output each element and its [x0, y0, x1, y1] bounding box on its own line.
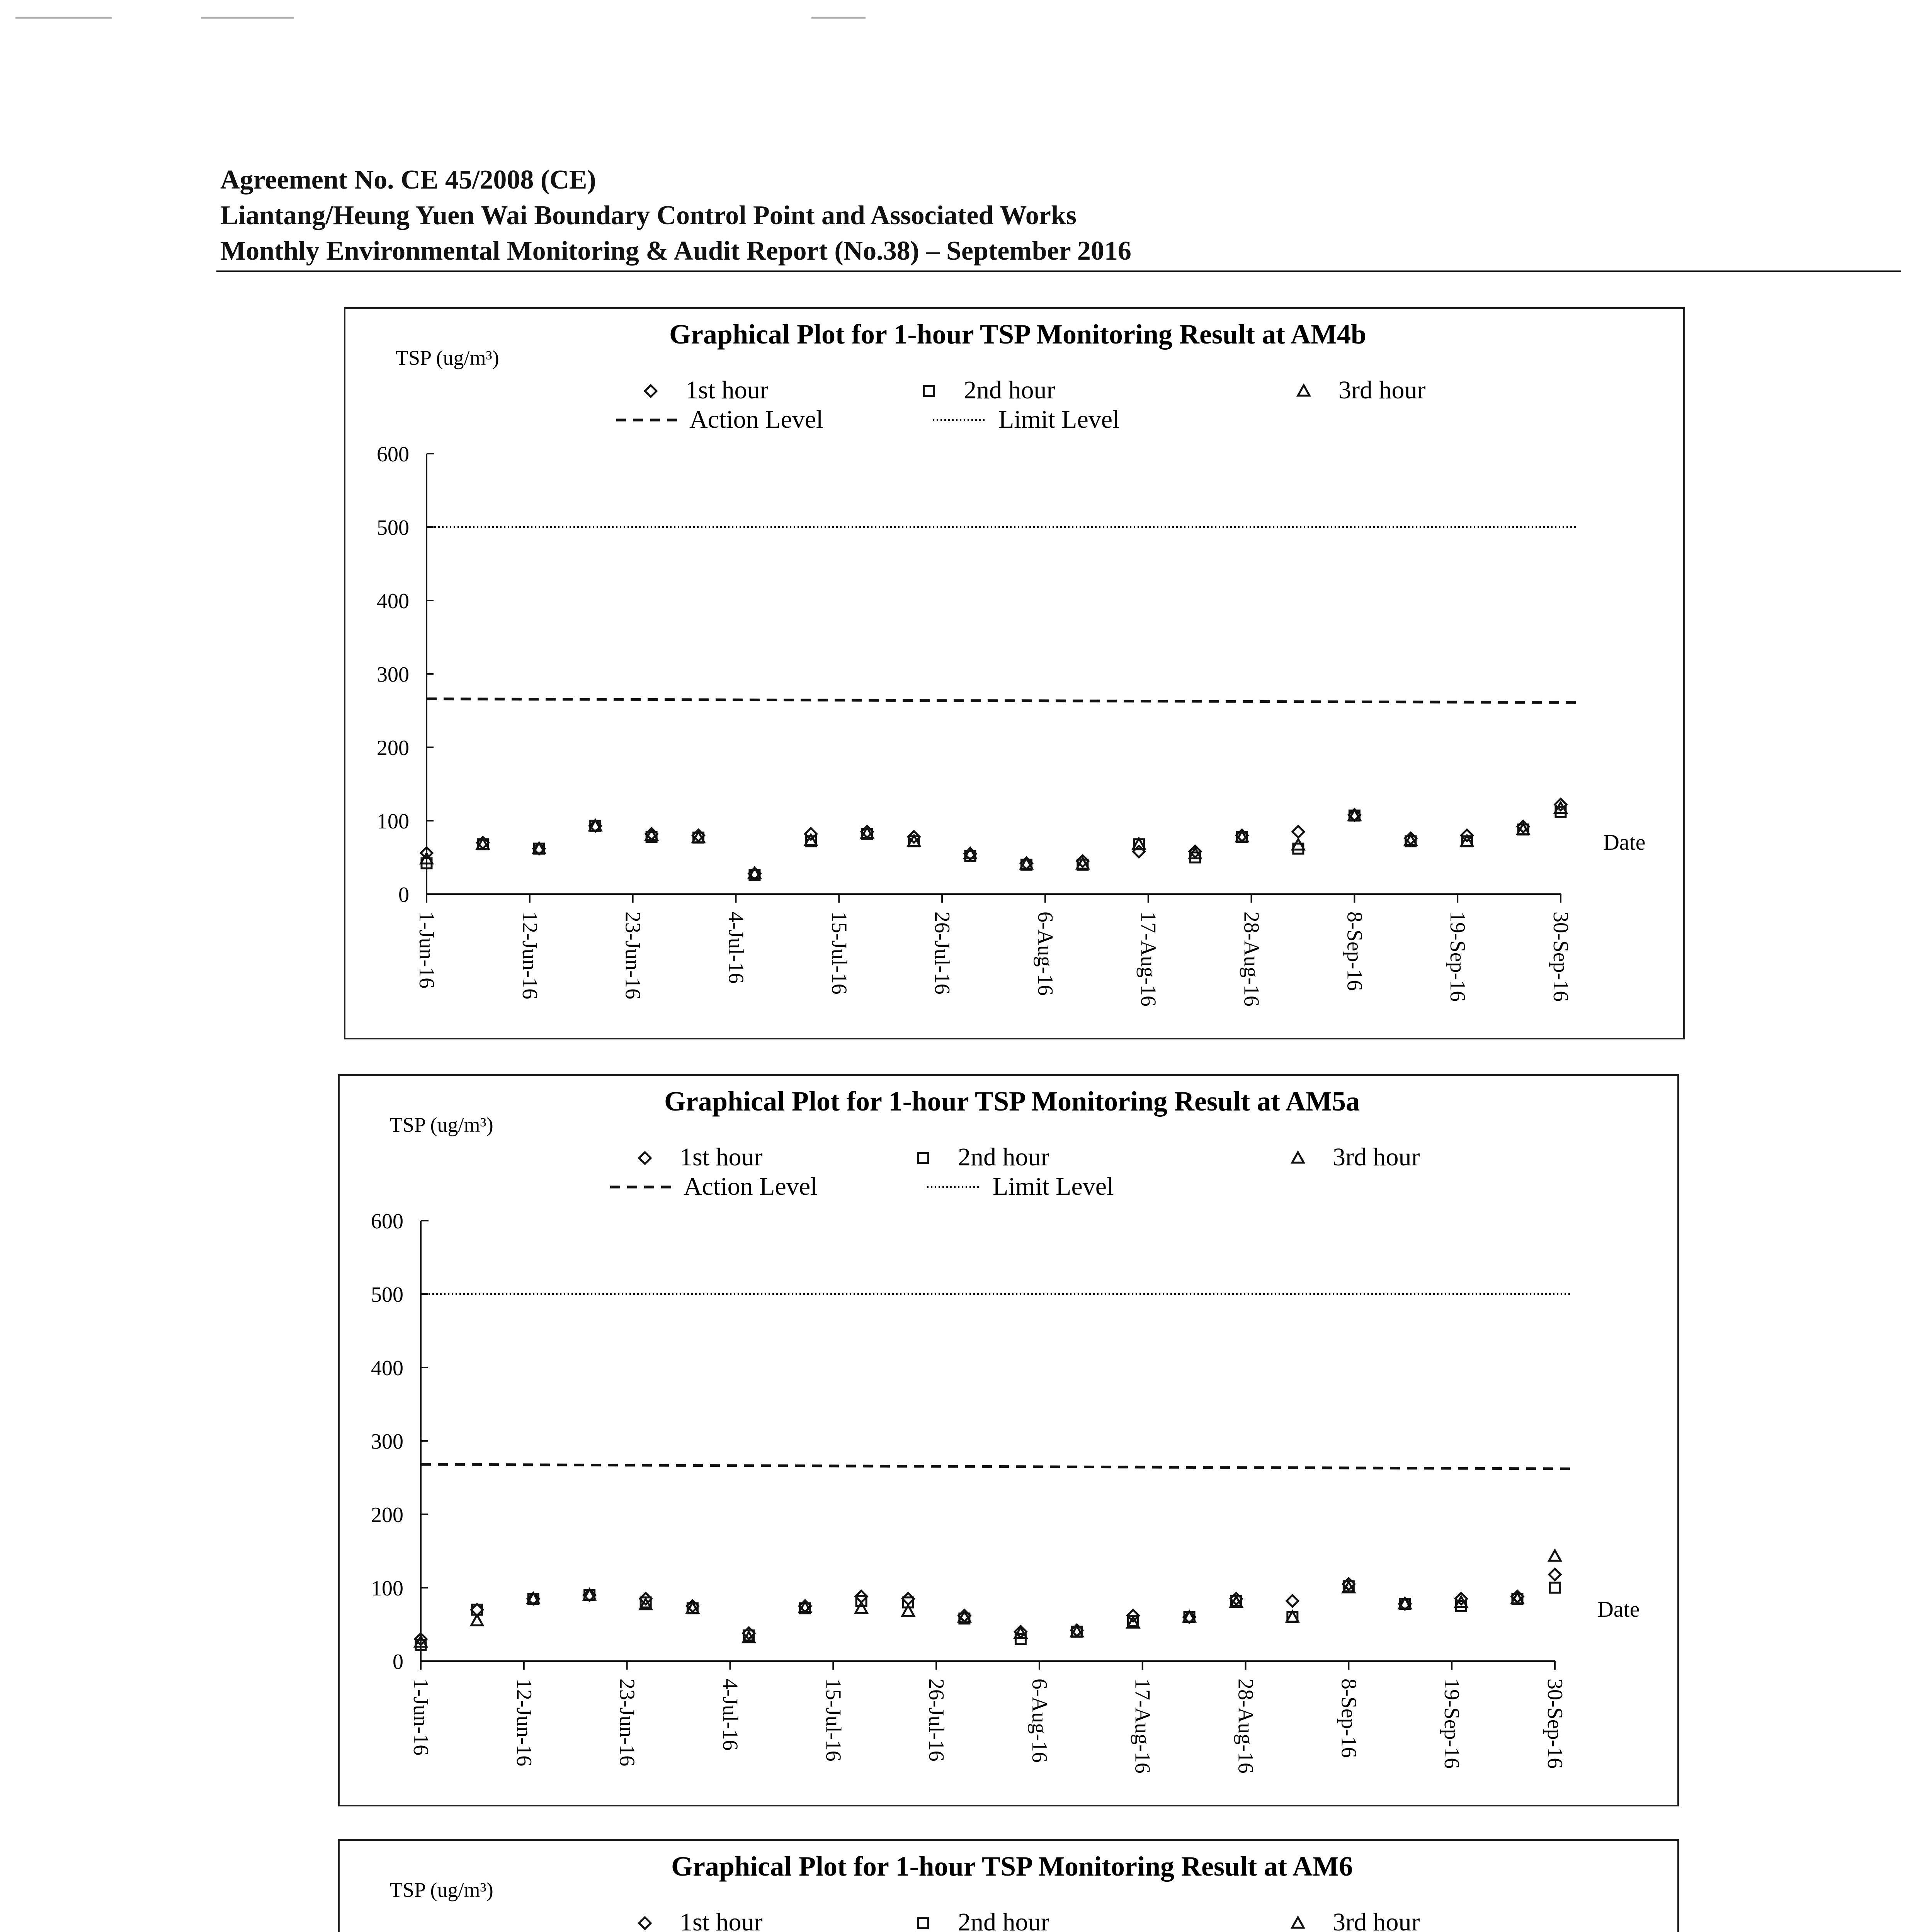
action-level-line [427, 699, 1576, 703]
x-tick-label: 30-Sep-16 [1543, 1679, 1567, 1769]
legend-3rd-hour-marker [1292, 1152, 1304, 1163]
report-header [220, 162, 1901, 269]
legend-3rd-hour-label: 3rd hour [1333, 1908, 1420, 1932]
y-tick-label: 300 [377, 663, 409, 687]
legend-3rd-hour-marker [1292, 1917, 1304, 1928]
x-tick-label: 8-Sep-16 [1342, 912, 1367, 991]
header-rule [216, 270, 1901, 272]
x-axis-label: Date [1597, 1597, 1640, 1622]
scan-mark [811, 17, 866, 19]
chart-panel-am4b [344, 307, 1685, 1039]
x-tick-label: 23-Jun-16 [615, 1679, 639, 1767]
legend-2nd-hour-marker [918, 1918, 928, 1928]
point-1st-hour [1287, 1595, 1298, 1607]
y-tick-label: 200 [371, 1503, 403, 1527]
x-tick-label: 1-Jun-16 [415, 912, 439, 989]
x-tick-label: 23-Jun-16 [621, 912, 645, 1000]
x-tick-label: 1-Jun-16 [409, 1679, 433, 1756]
header-agreement: Agreement No. CE 45/2008 (CE) [220, 165, 596, 195]
y-axis-label: TSP (ug/m³) [396, 346, 499, 369]
chart-title: Graphical Plot for 1-hour TSP Monitoring Result at AM5a [664, 1086, 1360, 1117]
x-tick-label: 19-Sep-16 [1440, 1679, 1464, 1769]
legend-2nd-hour-label: 2nd hour [958, 1908, 1049, 1932]
legend-3rd-hour-label: 3rd hour [1333, 1143, 1420, 1171]
x-tick-label: 6-Aug-16 [1027, 1679, 1051, 1763]
legend-1st-hour-label: 1st hour [680, 1908, 763, 1932]
x-tick-label: 12-Jun-16 [517, 912, 542, 1000]
legend-1st-hour-label: 1st hour [680, 1143, 763, 1171]
chart-svg [340, 1076, 1680, 1808]
chart-panel-am5a [338, 1074, 1679, 1806]
y-tick-label: 600 [371, 1209, 403, 1233]
x-tick-label: 28-Aug-16 [1239, 912, 1264, 1007]
x-tick-label: 26-Jul-16 [930, 912, 954, 995]
x-tick-label: 15-Jul-16 [827, 912, 851, 995]
legend-3rd-hour-label: 3rd hour [1338, 376, 1426, 404]
point-1st-hour [1549, 1569, 1561, 1580]
legend-3rd-hour-marker [1298, 385, 1310, 396]
legend-limit-label: Limit Level [998, 405, 1120, 434]
x-tick-label: 17-Aug-16 [1136, 912, 1160, 1007]
point-3rd-hour [1549, 1550, 1561, 1561]
legend-limit-label: Limit Level [993, 1172, 1114, 1201]
x-axis-label: Date [1603, 830, 1646, 855]
legend-action-label: Action Level [684, 1172, 818, 1201]
y-axis-label: TSP (ug/m³) [390, 1113, 493, 1136]
chart-svg [340, 1841, 1680, 1932]
chart-svg [345, 309, 1686, 1041]
y-axis-label: TSP (ug/m³) [390, 1878, 493, 1901]
chart-title: Graphical Plot for 1-hour TSP Monitoring Result at AM4b [669, 319, 1367, 350]
chart-panel-am6 [338, 1839, 1679, 1932]
x-tick-label: 30-Sep-16 [1549, 912, 1573, 1002]
point-2nd-hour [1550, 1583, 1560, 1593]
point-1st-hour [1293, 826, 1304, 838]
y-tick-label: 100 [371, 1577, 403, 1600]
legend-2nd-hour-label: 2nd hour [958, 1143, 1049, 1171]
header-report: Monthly Environmental Monitoring & Audit Report (No.38) – September 2016 [220, 236, 1131, 266]
header-project: Liantang/Heung Yuen Wai Boundary Control Point and Associated Works [220, 201, 1077, 230]
legend-1st-hour-marker [645, 385, 656, 397]
x-tick-label: 19-Sep-16 [1446, 912, 1470, 1002]
legend-2nd-hour-marker [924, 386, 934, 396]
legend-1st-hour-marker [639, 1152, 651, 1164]
y-tick-label: 300 [371, 1430, 403, 1454]
x-tick-label: 8-Sep-16 [1337, 1679, 1361, 1758]
x-tick-label: 12-Jun-16 [512, 1679, 536, 1767]
action-level-line [421, 1464, 1570, 1469]
x-tick-label: 17-Aug-16 [1130, 1679, 1155, 1774]
y-tick-label: 100 [377, 810, 409, 833]
legend-1st-hour-label: 1st hour [685, 376, 769, 404]
y-tick-label: 200 [377, 736, 409, 760]
scan-mark [15, 17, 112, 19]
chart-title: Graphical Plot for 1-hour TSP Monitoring Result at AM6 [671, 1851, 1353, 1882]
y-tick-label: 0 [393, 1650, 403, 1674]
x-tick-label: 4-Jul-16 [724, 912, 748, 984]
y-tick-label: 0 [398, 883, 409, 907]
legend-2nd-hour-marker [918, 1153, 928, 1163]
x-tick-label: 15-Jul-16 [821, 1679, 845, 1762]
legend-1st-hour-marker [639, 1917, 651, 1929]
x-tick-label: 28-Aug-16 [1233, 1679, 1258, 1774]
y-tick-label: 400 [371, 1356, 403, 1380]
y-tick-label: 400 [377, 589, 409, 613]
scan-mark [201, 17, 294, 19]
x-tick-label: 4-Jul-16 [718, 1679, 742, 1751]
legend-2nd-hour-label: 2nd hour [964, 376, 1055, 404]
y-tick-label: 500 [377, 516, 409, 540]
legend-action-label: Action Level [689, 405, 823, 434]
point-3rd-hour [471, 1615, 483, 1626]
y-tick-label: 600 [377, 442, 409, 466]
y-tick-label: 500 [371, 1283, 403, 1307]
x-tick-label: 6-Aug-16 [1033, 912, 1057, 996]
x-tick-label: 26-Jul-16 [924, 1679, 949, 1762]
